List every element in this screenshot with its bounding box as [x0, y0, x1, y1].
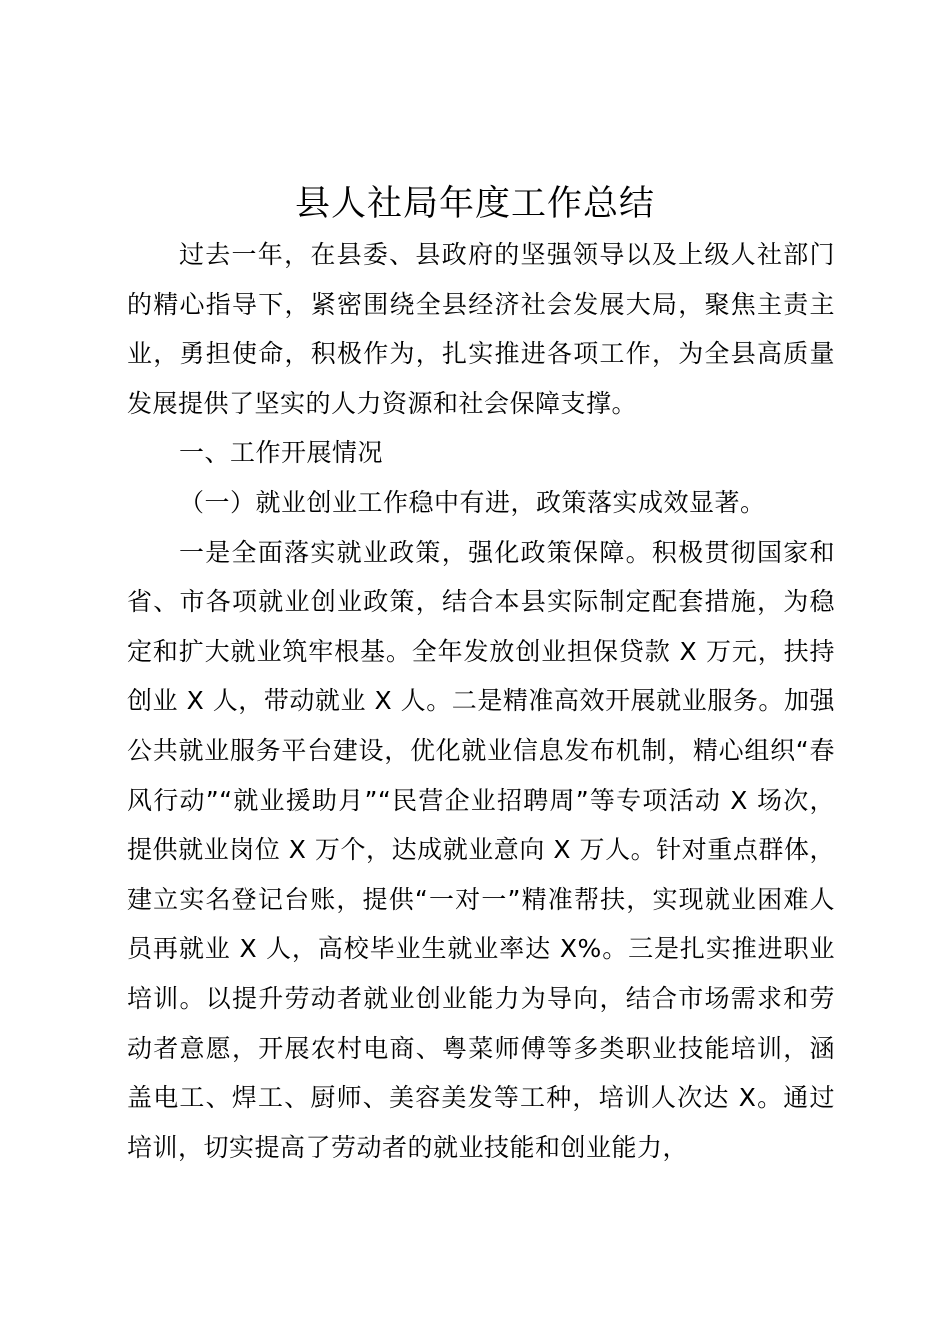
- subsection-heading: （一）就业创业工作稳中有进，政策落实成效显著。: [179, 487, 766, 517]
- document-title: 县人社局年度工作总结: [294, 184, 655, 224]
- employment-paragraph: 一是全面落实就业政策，强化政策保障。积极贯彻国家和省、市各项就业创业政策，结合本县实际制定配套措施，为稳定和扩大就业筑牢根基。全年发放创业担保贷款 X 万元，扶持创业 X 人，带动就业 X 人。二是精准高效开展就业服务。加强公共就业服务平台建设，优化就业信息发布机制，精心组织“春风行动”“就业援助月”“民营企业招聘周”等专项活动 X 场次，提供就业岗位 X 万个，达成就业意向 X 万人。针对重点群体，建立实名登记台账，提供“一对一”精准帮扶，实现就业困难人员再就业 X 人，高校毕业生就业率达 X%。三是扎实推进职业培训。以提升劳动者就业创业能力为导向，结合市场需求和劳动者意愿，开展农村电商、粤菜师傅等多类职业技能培训，涵盖电工、焊工、厨师、美容美发等工种，培训人次达 X。通过培训，切实提高了劳动者的就业技能和创业能力，: [127, 537, 835, 1162]
- intro-paragraph: 过去一年，在县委、县政府的坚强领导以及上级人社部门的精心指导下，紧密围绕全县经济社会发展大局，聚焦主责主业，勇担使命，积极作为，扎实推进各项工作，为全县高质量发展提供了坚实的人力资源和社会保障支撑。: [127, 240, 835, 418]
- section-heading: 一、工作开展情况: [179, 438, 384, 468]
- document-body: [127, 230, 835, 1172]
